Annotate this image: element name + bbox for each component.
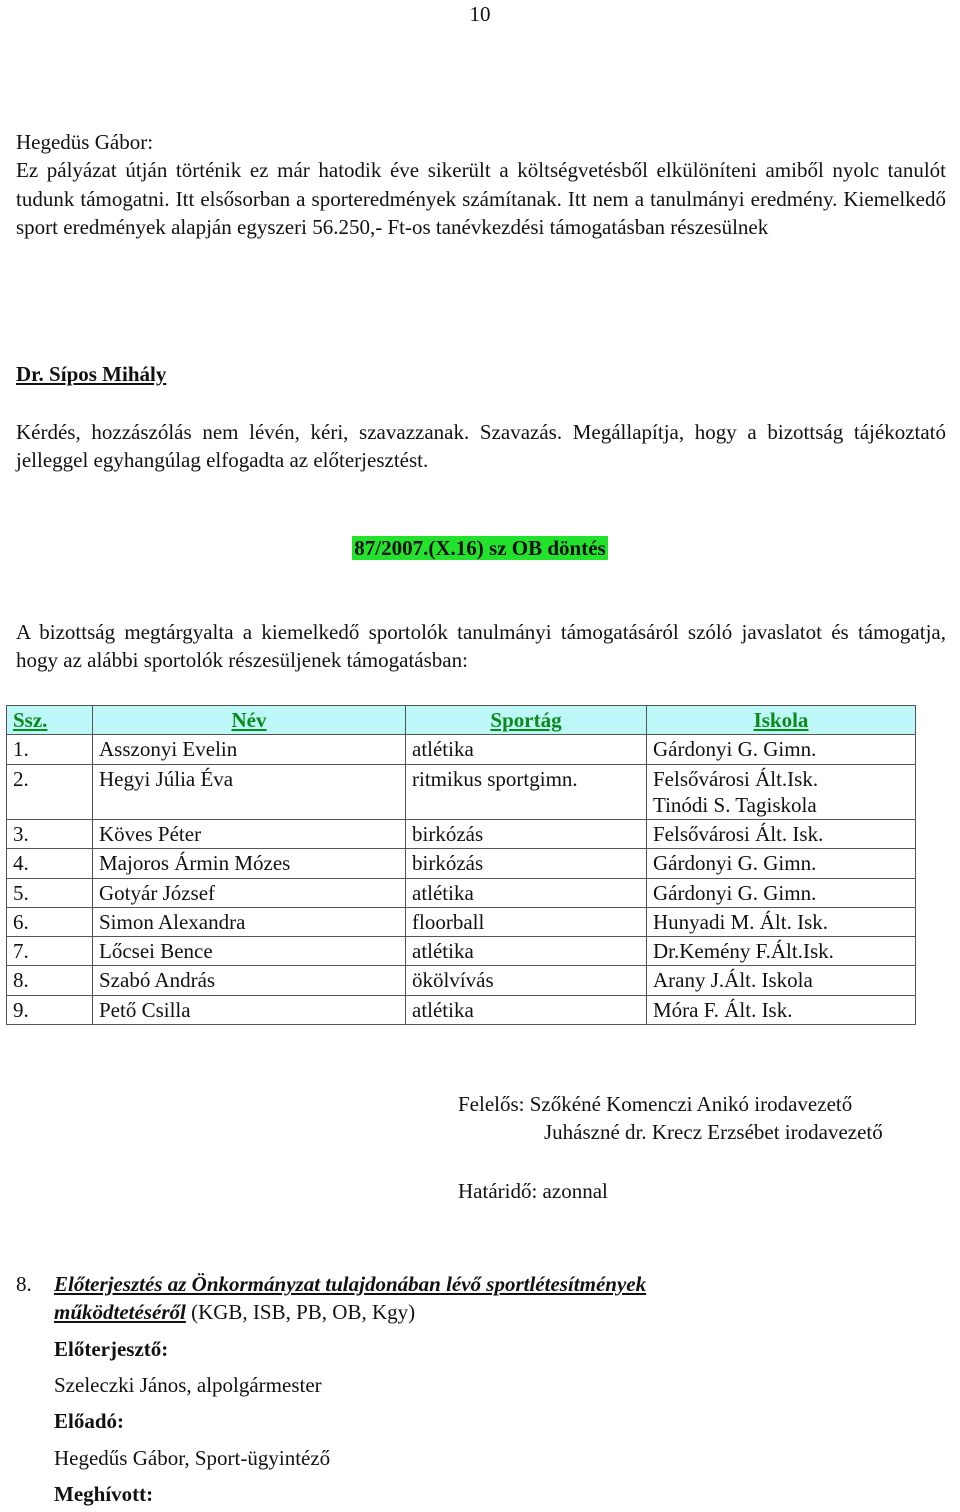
cell-nev: Gotyár József (93, 878, 406, 907)
cell-ssz: 7. (7, 937, 93, 966)
cell-iskola: Gárdonyi G. Gimn. (647, 735, 916, 764)
cell-ssz: 3. (7, 820, 93, 849)
cell-iskola: Hunyadi M. Ált. Isk. (647, 907, 916, 936)
table-row (7, 937, 916, 966)
cell-nev: Majoros Ármin Mózes (93, 849, 406, 878)
cell-ssz: 4. (7, 849, 93, 878)
decision-paragraph: A bizottság megtárgyalta a kiemelkedő sportolók tanulmányi támogatásáról szóló javaslatot és támogatja, hogy az alábbi sportolók részesüljenek támogatásban: (16, 620, 946, 673)
agenda-item-title-line2: működtetéséről (54, 1300, 186, 1325)
intro-section (16, 128, 946, 241)
table-row (7, 820, 916, 849)
deadline: Határidő: azonnal (458, 1178, 608, 1203)
cell-ssz: 6. (7, 907, 93, 936)
responsible-section (458, 1090, 953, 1205)
cell-iskola: Móra F. Ált. Isk. (647, 995, 916, 1024)
table-row (7, 849, 916, 878)
cell-sportag: atlétika (406, 735, 647, 764)
agenda-item-title-line1: Előterjesztés az Önkormányzat tulajdonában lévő sportlétesítmények (54, 1272, 647, 1296)
decision-title: 87/2007.(X.16) sz OB döntés (354, 536, 606, 560)
cell-iskola: Felsővárosi Ált. Isk. (647, 820, 916, 849)
cell-ssz: 9. (7, 995, 93, 1024)
responsible-line2: Juhászné dr. Krecz Erzsébet irodavezető (544, 1120, 883, 1145)
page-number: 10 (469, 2, 491, 26)
speaker-label: Előadó: (54, 1409, 125, 1434)
cell-iskola (647, 764, 916, 820)
cell-sportag: ritmikus sportgimn. (406, 764, 647, 820)
cell-iskola-line2: Tinódi S. Tagiskola (653, 792, 817, 817)
cell-sportag: ökölvívás (406, 966, 647, 995)
cell-nev: Pető Csilla (93, 995, 406, 1024)
table-row (7, 907, 916, 936)
invited-label: Meghívott: (54, 1482, 154, 1507)
table-header-row (7, 706, 916, 735)
header-nev: Név (93, 706, 406, 735)
table-row (7, 995, 916, 1024)
cell-ssz: 1. (7, 735, 93, 764)
presenter-name: Szeleczki János, alpolgármester (54, 1373, 322, 1398)
cell-iskola: Gárdonyi G. Gimn. (647, 878, 916, 907)
chair-section (16, 360, 946, 388)
cell-nev: Hegyi Júlia Éva (93, 764, 406, 820)
chair-paragraph: Kérdés, hozzászólás nem lévén, kéri, szavazzanak. Szavazás. Megállapítja, hogy a bizottság tájékoztató jelleggel egyhangúlag elfogadta az előterjesztést. (16, 420, 946, 473)
intro-paragraph: Ez pályázat útján történik ez már hatodik éve sikerült a költségvetésből elkülöníteni amiből nyolc tanulót tudunk támogatni. Itt elsősorban a sporteredmények számítanak. Itt nem a tanulmányi eredmény. Kiemelkedő sport eredmények alapján egyszeri 56.250,- Ft-os tanévkezdési támogatásban részesülnek (16, 158, 946, 240)
agenda-item-number: 8. (16, 1272, 32, 1296)
cell-iskola: Dr.Kemény F.Ált.Isk. (647, 937, 916, 966)
agenda-item-title-line2-wrap (54, 1298, 954, 1326)
table-row (7, 966, 916, 995)
cell-iskola-line1: Felsővárosi Ált.Isk. (653, 766, 819, 791)
cell-ssz: 8. (7, 966, 93, 995)
cell-sportag: atlétika (406, 995, 647, 1024)
intro-speaker: Hegedüs Gábor: (16, 130, 154, 154)
cell-nev: Köves Péter (93, 820, 406, 849)
award-table (6, 705, 916, 1025)
cell-nev: Lőcsei Bence (93, 937, 406, 966)
cell-ssz: 2. (7, 764, 93, 820)
agenda-item-section (54, 1270, 954, 1508)
header-ssz: Ssz. (7, 706, 93, 735)
cell-nev: Simon Alexandra (93, 907, 406, 936)
decision-title-wrap (0, 534, 960, 562)
agenda-item-title-suffix: (KGB, ISB, PB, OB, Kgy) (185, 1300, 416, 1325)
cell-sportag: atlétika (406, 878, 647, 907)
cell-nev: Asszonyi Evelin (93, 735, 406, 764)
table-row (7, 764, 916, 820)
speaker-name: Hegedűs Gábor, Sport-ügyintéző (54, 1445, 331, 1470)
table-row (7, 735, 916, 764)
cell-sportag: birkózás (406, 820, 647, 849)
header-iskola: Iskola (647, 706, 916, 735)
cell-ssz: 5. (7, 878, 93, 907)
cell-sportag: floorball (406, 907, 647, 936)
chair-name: Dr. Sípos Mihály (16, 362, 167, 386)
responsible-line1: Felelős: Szőkéné Komenczi Anikó irodavezető (458, 1092, 853, 1116)
cell-sportag: atlétika (406, 937, 647, 966)
table-row (7, 878, 916, 907)
cell-iskola: Arany J.Ált. Iskola (647, 966, 916, 995)
header-sportag: Sportág (406, 706, 647, 735)
cell-sportag: birkózás (406, 849, 647, 878)
presenter-label: Előterjesztő: (54, 1336, 169, 1361)
cell-iskola: Gárdonyi G. Gimn. (647, 849, 916, 878)
cell-nev: Szabó András (93, 966, 406, 995)
